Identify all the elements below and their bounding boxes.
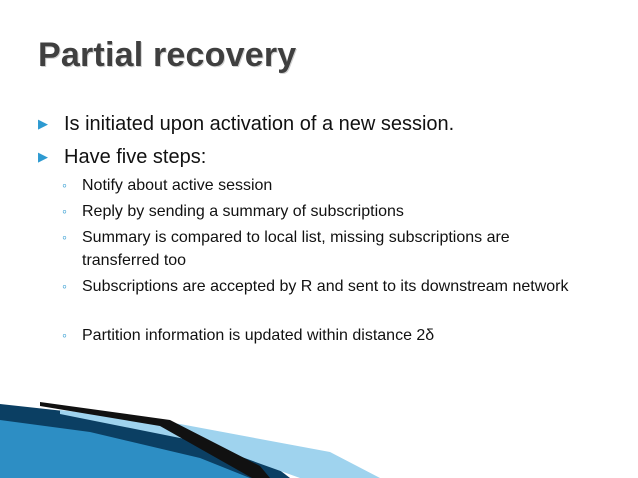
sub-bullet-item	[62, 226, 572, 272]
sub-bullet-item	[62, 324, 572, 347]
sub-bullet-item	[62, 200, 572, 223]
triangle-bullet-icon: ▶	[38, 116, 48, 131]
corner-swoosh-decoration	[0, 380, 638, 478]
circle-bullet-icon: ◦	[62, 327, 67, 343]
bullet-text: Have five steps:	[64, 146, 207, 168]
sub-bullet-text: Partition information is updated within distance 2δ	[82, 327, 435, 344]
circle-bullet-icon: ◦	[62, 278, 67, 294]
circle-bullet-icon: ◦	[62, 203, 67, 219]
bullet-text: Is initiated upon activation of a new session.	[64, 113, 455, 135]
sub-bullet-text: Subscriptions are accepted by R and sent to its downstream network	[82, 278, 569, 295]
circle-bullet-icon: ◦	[62, 229, 67, 245]
sub-bullet-item	[62, 174, 572, 197]
sub-bullet-text: Notify about active session	[82, 177, 273, 194]
sub-bullet-item	[62, 275, 572, 298]
triangle-bullet-icon: ▶	[38, 149, 48, 164]
bullet-item	[38, 112, 455, 136]
circle-bullet-icon: ◦	[62, 177, 67, 193]
sub-bullet-text: Summary is compared to local list, missing subscriptions are transferred too	[82, 229, 510, 269]
bullet-item	[38, 145, 207, 169]
slide-title: Partial recovery	[38, 36, 297, 74]
sub-bullet-text: Reply by sending a summary of subscriptions	[82, 203, 404, 220]
